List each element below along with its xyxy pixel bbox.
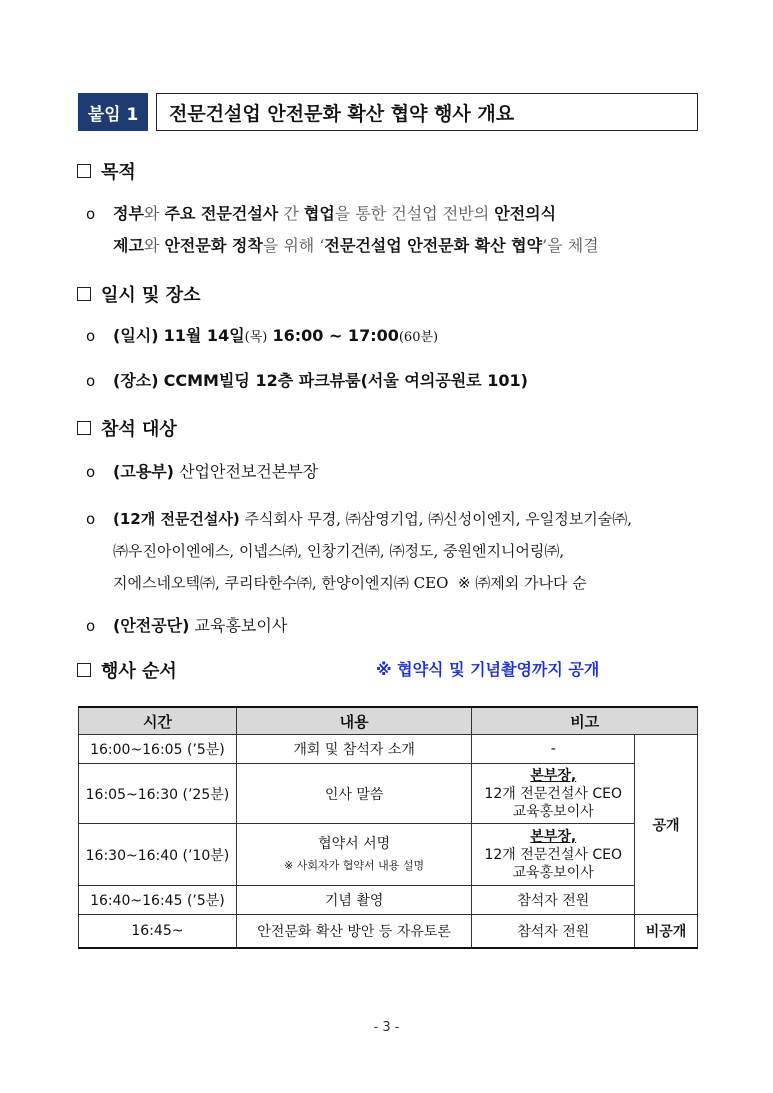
public-cell: 공개 — [635, 735, 698, 915]
table-row — [79, 886, 698, 915]
circle-bullet-icon: o — [86, 205, 96, 223]
section-attendees — [77, 415, 177, 441]
time-cell: 16:00~16:05 (’5분) — [79, 735, 237, 764]
table-row — [79, 915, 698, 948]
section-purpose — [77, 158, 136, 184]
purpose-line-2: 제고와 안전문화 정착을 위해 ‘전문건설업 안전문화 확산 협약’을 체결 — [113, 236, 599, 255]
table-header-row — [79, 707, 698, 735]
content-cell: 인사 말씀 — [236, 764, 472, 824]
date-bullet — [86, 320, 438, 354]
moel-bullet — [86, 456, 318, 488]
section-heading: 참석 대상 — [101, 419, 177, 440]
header-remark: 비고 — [472, 707, 698, 735]
remark-cell: 본부장, 12개 전문건설사 CEO 교육홍보이사 — [472, 764, 635, 824]
purpose-bullet — [86, 198, 706, 262]
circle-bullet-icon: o — [86, 327, 96, 345]
sort-note: ※ ㈜제외 가나다 순 — [457, 574, 587, 592]
place-bullet — [86, 365, 528, 397]
table-row — [79, 764, 698, 824]
section-heading: 목적 — [101, 162, 136, 183]
checkbox-square-icon — [77, 164, 91, 178]
time-cell: 16:30~16:40 (’10분) — [79, 824, 237, 886]
title-row — [78, 93, 698, 131]
page-number: - 3 - — [373, 1020, 400, 1035]
attachment-badge: 붙임 1 — [78, 93, 148, 131]
kosha-line: (안전공단) 교육홍보이사 — [113, 616, 288, 635]
companies-line-2: ㈜우진아이엔에스, 이넵스㈜, 인창기건㈜, ㈜정도, 중원엔지니어링㈜, — [113, 542, 565, 560]
section-datetime — [77, 281, 200, 307]
table-row — [79, 824, 698, 886]
schedule-table — [78, 706, 698, 949]
place-line: (장소) CCMM빌딩 12층 파크뷰룸(서울 여의공원로 101) — [113, 371, 528, 390]
circle-bullet-icon: o — [86, 617, 96, 635]
companies-line-3: 지에스네오텍㈜, 쿠리타한수㈜, 한양이엔지㈜ CEO ※ ㈜제외 가나다 순 — [113, 574, 587, 592]
companies-line-1: (12개 전문건설사) 주식회사 무경, ㈜삼영기업, ㈜신성이엔지, 우일정보기술㈜, — [113, 510, 632, 528]
section-heading: 행사 순서 — [101, 661, 177, 682]
content-cell: 개회 및 참석자 소개 — [236, 735, 472, 764]
date-line: (일시) 11월 14일(목) 16:00 ~ 17:00(60분) — [113, 326, 439, 345]
time-cell: 16:45~ — [79, 915, 237, 948]
content-cell: 협약서 서명 ※ 사회자가 협약서 내용 설명 — [236, 824, 472, 886]
checkbox-square-icon — [77, 663, 91, 677]
checkbox-square-icon — [77, 287, 91, 301]
page-title: 전문건설업 안전문화 확산 협약 행사 개요 — [156, 93, 698, 131]
remark-cell: 참석자 전원 — [472, 886, 635, 915]
time-cell: 16:05~16:30 (’25분) — [79, 764, 237, 824]
public-notice: ※ 협약식 및 기념촬영까지 공개 — [376, 660, 600, 679]
private-cell: 비공개 — [635, 915, 698, 948]
remark-cell: 참석자 전원 — [472, 915, 635, 948]
header-content: 내용 — [236, 707, 472, 735]
purpose-line-1: 정부와 주요 전문건설사 간 협업을 통한 건설업 전반의 안전의식 — [113, 204, 557, 223]
table-row — [79, 735, 698, 764]
header-time: 시간 — [79, 707, 237, 735]
kosha-bullet — [86, 610, 287, 642]
section-order — [77, 657, 177, 683]
content-cell: 안전문화 확산 방안 등 자유토론 — [236, 915, 472, 948]
moel-line: (고용부) 산업안전보건본부장 — [113, 462, 319, 481]
content-cell: 기념 촬영 — [236, 886, 472, 915]
remark-cell: - — [472, 735, 635, 764]
remark-cell: 본부장, 12개 전문건설사 CEO 교육홍보이사 — [472, 824, 635, 886]
time-cell: 16:40~16:45 (’5분) — [79, 886, 237, 915]
circle-bullet-icon: o — [86, 372, 96, 390]
companies-bullet — [86, 503, 706, 599]
section-heading: 일시 및 장소 — [101, 285, 201, 306]
checkbox-square-icon — [77, 421, 91, 435]
circle-bullet-icon: o — [86, 510, 96, 528]
circle-bullet-icon: o — [86, 463, 96, 481]
